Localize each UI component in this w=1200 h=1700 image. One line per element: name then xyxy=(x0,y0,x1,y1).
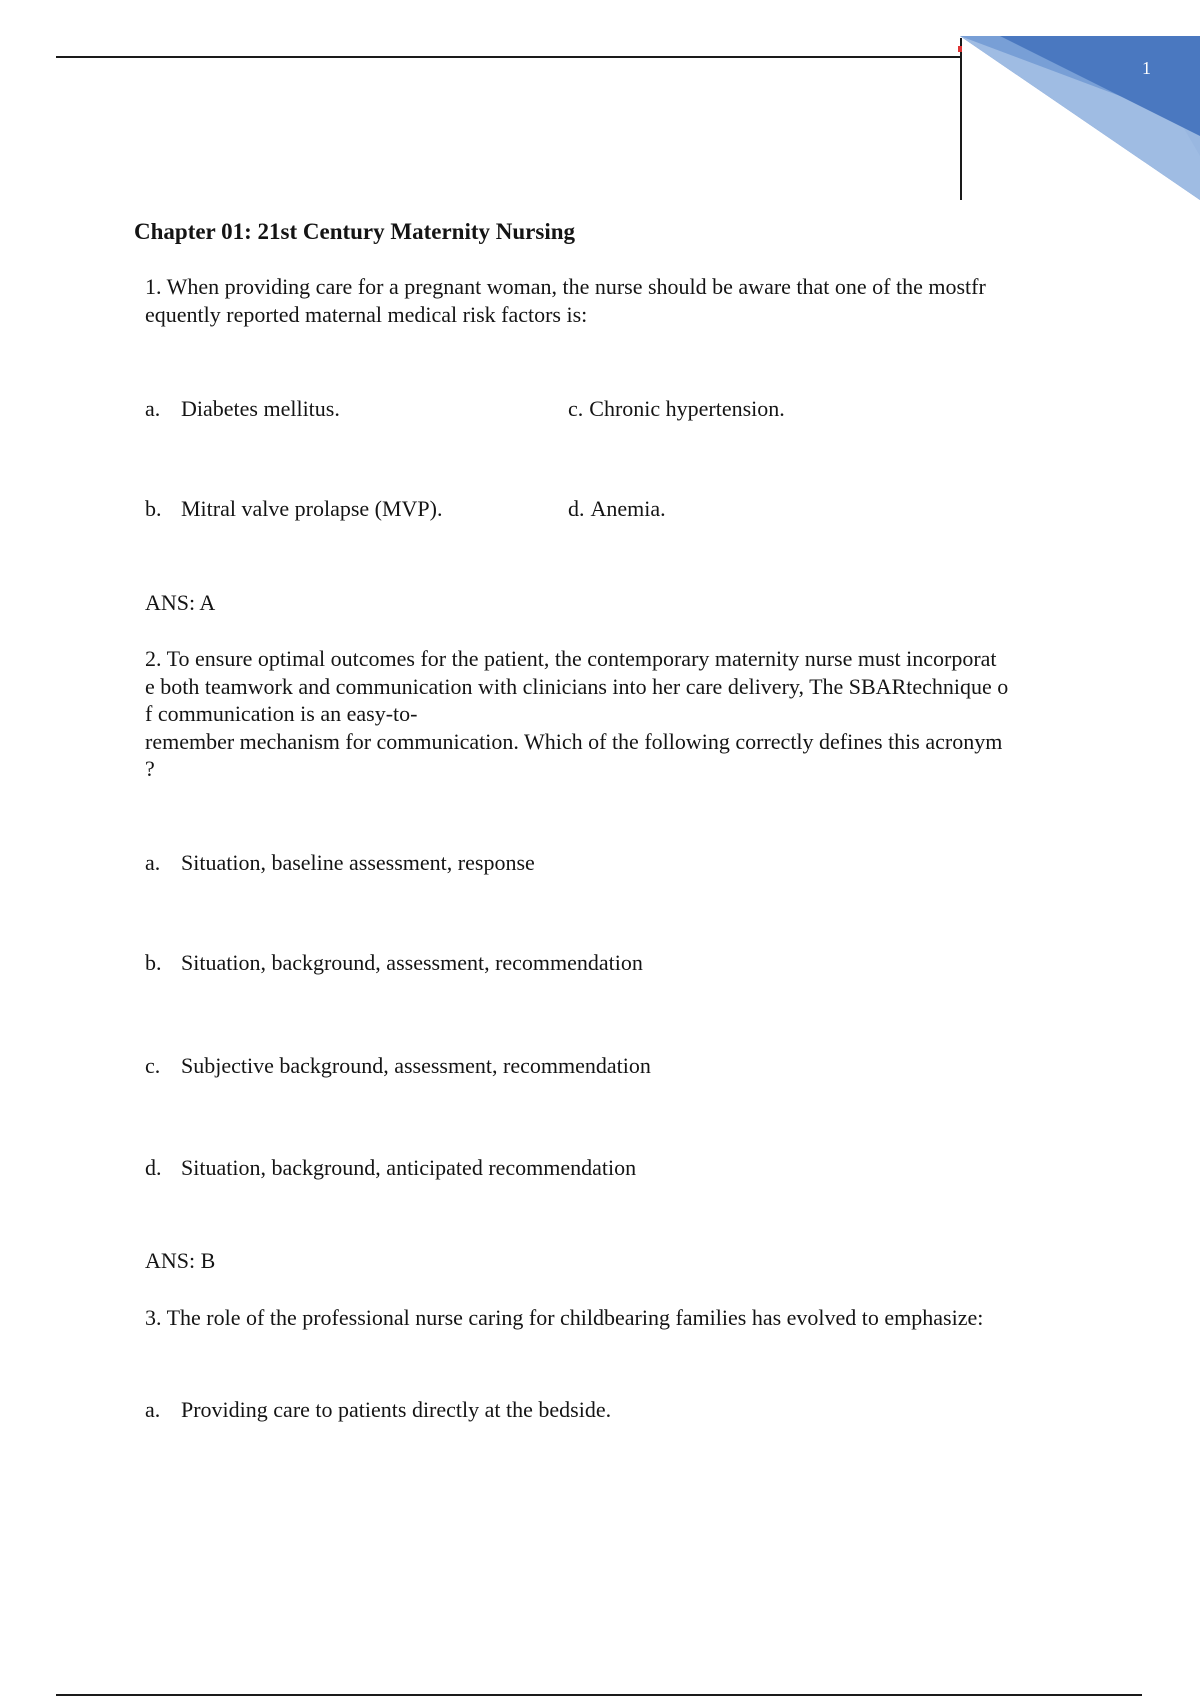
question-1-option-c xyxy=(568,396,785,422)
option-text: Subjective background, assessment, recommendation xyxy=(181,1053,651,1078)
question-3-option-a xyxy=(145,1397,611,1423)
option-letter: b. xyxy=(145,950,162,975)
option-letter: a. xyxy=(145,396,161,421)
option-text: Situation, baseline assessment, response xyxy=(181,850,535,875)
option-letter: c. xyxy=(568,396,584,421)
question-2-option-c xyxy=(145,1053,651,1079)
question-2-text: 2. To ensure optimal outcomes for the patient, the contemporary maternity nurse must incorporat e both teamwork and communication with clinicians into her care delivery, The SBARtechnique o f communication is an easy-to- remember mechanism for communication. Which of the following correctly defines this acronym ? xyxy=(145,646,1009,781)
page-number: 1 xyxy=(1142,58,1151,78)
option-letter: b. xyxy=(145,496,162,521)
question-2-option-b xyxy=(145,950,643,976)
option-text: Situation, background, assessment, recommendation xyxy=(181,950,643,975)
option-letter: c. xyxy=(145,1053,161,1078)
question-3-text: 3. The role of the professional nurse caring for childbearing families has evolved to emphasize: xyxy=(145,1305,984,1330)
question-1-answer: ANS: A xyxy=(145,590,216,615)
option-text: Situation, background, anticipated recommendation xyxy=(181,1155,637,1180)
question-1-text: 1. When providing care for a pregnant woman, the nurse should be aware that one of the mostfr equently reported maternal medical risk factors is: xyxy=(145,274,986,327)
option-text: Providing care to patients directly at the bedside. xyxy=(181,1397,612,1422)
footer-rule xyxy=(56,1694,1142,1696)
option-text: Mitral valve prolapse (MVP). xyxy=(181,496,443,521)
option-text: Diabetes mellitus. xyxy=(181,396,340,421)
option-letter: d. xyxy=(145,1155,162,1180)
question-1-option-b xyxy=(145,496,443,522)
question-1-option-d xyxy=(568,496,666,522)
question-1-option-a xyxy=(145,396,340,422)
question-2-answer: ANS: B xyxy=(145,1248,216,1273)
question-2-option-a xyxy=(145,850,535,876)
option-text: Anemia. xyxy=(590,496,666,521)
question-2-option-d xyxy=(145,1155,636,1181)
option-text: Chronic hypertension. xyxy=(589,396,785,421)
option-letter: d. xyxy=(568,496,585,521)
option-letter: a. xyxy=(145,1397,161,1422)
option-letter: a. xyxy=(145,850,161,875)
corner-decoration xyxy=(960,36,1200,200)
chapter-title: Chapter 01: 21st Century Maternity Nursing xyxy=(134,219,576,244)
header-rule xyxy=(56,56,960,58)
